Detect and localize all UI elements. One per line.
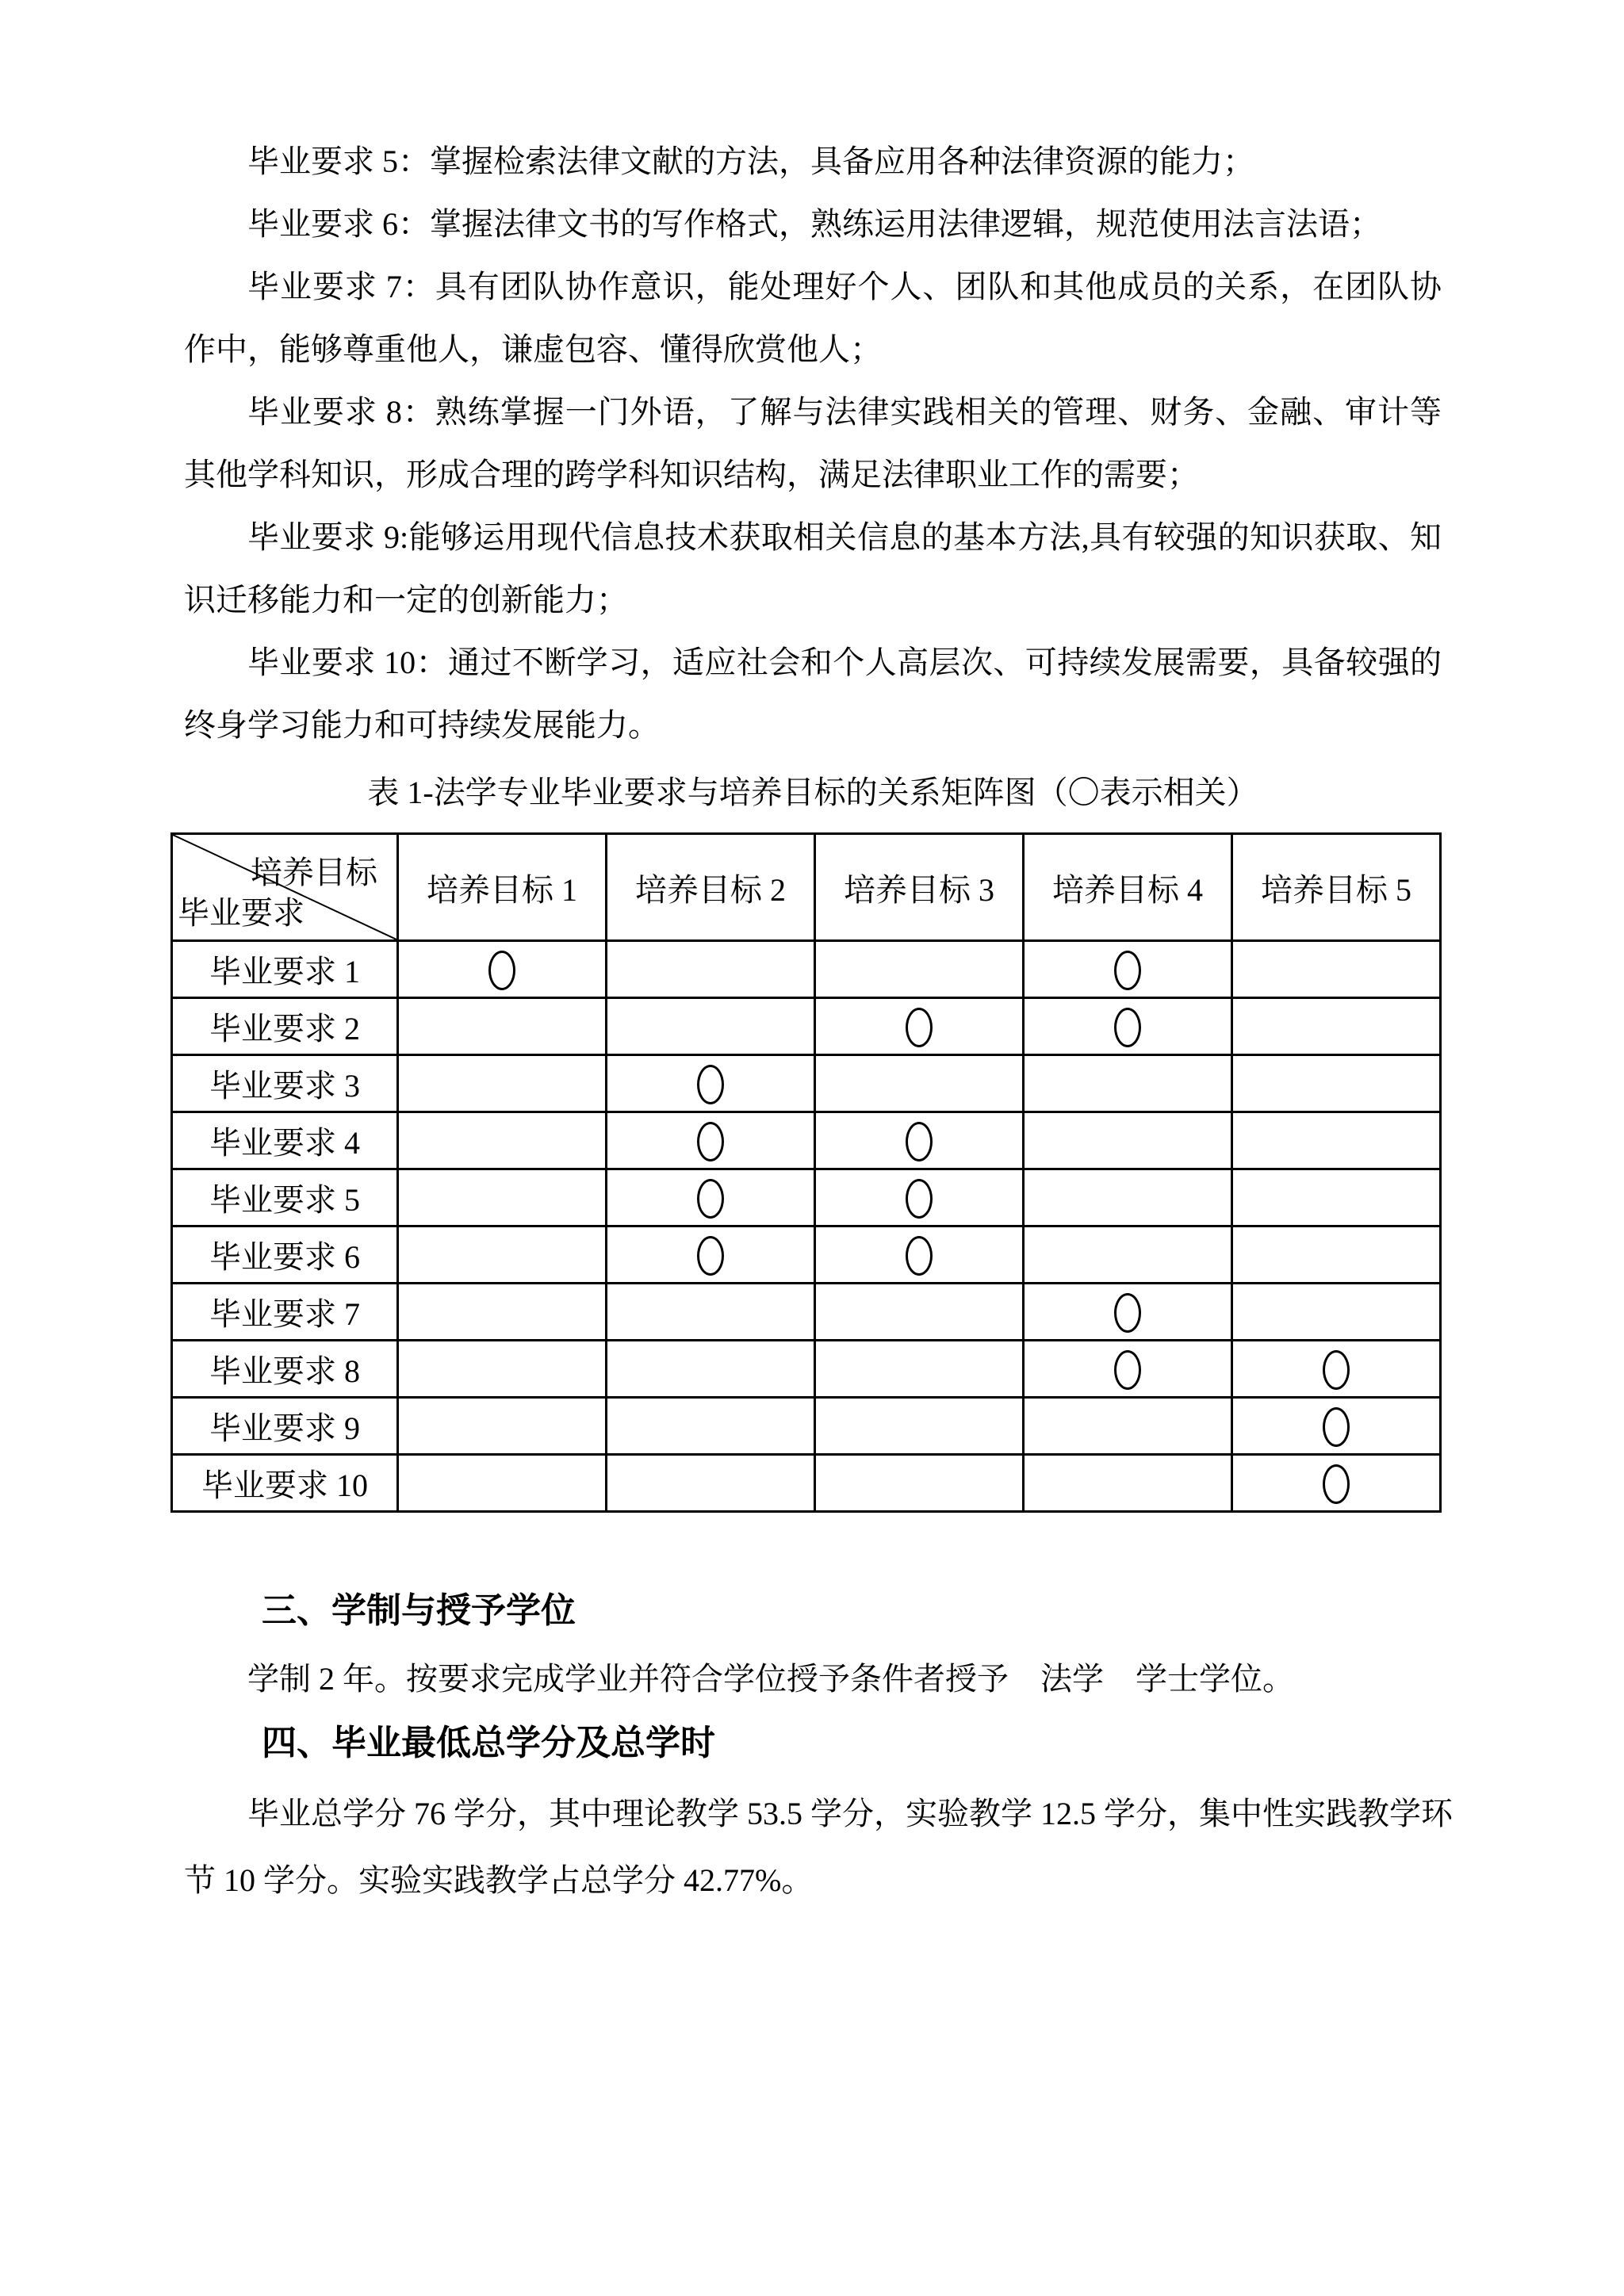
matrix-cell <box>398 1455 607 1512</box>
relation-mark <box>1114 1008 1141 1047</box>
matrix-cell <box>1024 1169 1232 1226</box>
relation-mark <box>1114 1293 1141 1333</box>
relation-mark <box>697 1179 724 1219</box>
matrix-cell <box>398 1169 607 1226</box>
matrix-cell <box>1024 1398 1232 1455</box>
table-row <box>172 1455 1441 1512</box>
section-4-body: 毕业总学分 76 学分，其中理论教学 53.5 学分，实验教学 12.5 学分，集中性实践教学环节 10 学分。实验实践教学占总学分 42.77%。 <box>184 1796 1453 1898</box>
relation-mark <box>1323 1350 1350 1390</box>
matrix-cell <box>1232 941 1441 998</box>
relation-mark <box>906 1179 933 1219</box>
matrix-cell <box>1232 998 1441 1055</box>
graduation-requirements-paragraphs <box>184 130 1442 756</box>
table-row <box>172 1112 1441 1169</box>
table-title: 表 1-法学专业毕业要求与培养目标的关系矩阵图（〇表示相关） <box>367 775 1258 810</box>
matrix-cell <box>607 1284 815 1341</box>
matrix-cell <box>607 1398 815 1455</box>
matrix-cell <box>1232 1055 1441 1112</box>
column-header-objective-4: 培养目标 4 <box>1024 834 1232 941</box>
relation-mark <box>906 1236 933 1276</box>
matrix-cell <box>398 1112 607 1169</box>
column-header-objective-1: 培养目标 1 <box>398 834 607 941</box>
paragraph-requirement-6: 毕业要求 6：掌握法律文书的写作格式，熟练运用法律逻辑，规范使用法言法语； <box>247 206 1381 242</box>
relation-mark <box>488 951 515 990</box>
matrix-cell <box>1232 1455 1441 1512</box>
relation-mark <box>1114 1350 1141 1390</box>
row-label: 毕业要求 2 <box>172 998 398 1055</box>
matrix-cell <box>1024 1455 1232 1512</box>
matrix-cell <box>815 1226 1024 1284</box>
section-3-body: 学制 2 年。按要求完成学业并符合学位授予条件者授予 法学 学士学位。 <box>247 1661 1294 1697</box>
table-row <box>172 1055 1441 1112</box>
matrix-cell <box>1232 1169 1441 1226</box>
matrix-cell <box>815 1169 1024 1226</box>
paragraph-requirement-8: 毕业要求 8：熟练掌握一门外语，了解与法律实践相关的管理、财务、金融、审计等其他学科知识，形成合理的跨学科知识结构，满足法律职业工作的需要； <box>184 394 1442 492</box>
matrix-cell <box>607 1169 815 1226</box>
corner-label-requirements: 毕业要求 <box>178 895 304 931</box>
matrix-cell <box>398 1341 607 1398</box>
matrix-cell <box>607 1226 815 1284</box>
column-header-objective-5: 培养目标 5 <box>1232 834 1441 941</box>
paragraph-requirement-10: 毕业要求 10：通过不断学习，适应社会和个人高层次、可持续发展需要，具备较强的终身学习能力和可持续发展能力。 <box>184 645 1442 743</box>
relation-mark <box>906 1122 933 1161</box>
matrix-cell <box>815 1284 1024 1341</box>
relation-mark <box>697 1236 724 1276</box>
matrix-cell <box>1232 1226 1441 1284</box>
row-label: 毕业要求 6 <box>172 1226 398 1284</box>
matrix-cell <box>1024 1284 1232 1341</box>
matrix-cell <box>398 1284 607 1341</box>
row-label: 毕业要求 7 <box>172 1284 398 1341</box>
matrix-cell <box>607 1112 815 1169</box>
matrix-cell <box>1024 941 1232 998</box>
matrix-cell <box>815 1341 1024 1398</box>
matrix-cell <box>1024 1112 1232 1169</box>
relation-mark <box>1323 1407 1350 1447</box>
table-row <box>172 1398 1441 1455</box>
matrix-cell <box>1232 1112 1441 1169</box>
row-label: 毕业要求 3 <box>172 1055 398 1112</box>
row-label: 毕业要求 10 <box>172 1455 398 1512</box>
paragraph-requirement-5: 毕业要求 5：掌握检索法律文献的方法，具备应用各种法律资源的能力； <box>247 144 1254 179</box>
corner-header-cell <box>172 834 398 941</box>
matrix-cell <box>607 1055 815 1112</box>
paragraph-requirement-7: 毕业要求 7：具有团队协作意识，能处理好个人、团队和其他成员的关系，在团队协作中，能够尊重他人，谦虚包容、懂得欣赏他人； <box>184 269 1442 367</box>
matrix-cell <box>607 1455 815 1512</box>
row-label: 毕业要求 4 <box>172 1112 398 1169</box>
row-label: 毕业要求 9 <box>172 1398 398 1455</box>
relation-mark <box>1114 951 1141 990</box>
table-row <box>172 1169 1441 1226</box>
matrix-cell <box>815 1455 1024 1512</box>
matrix-cell <box>815 941 1024 998</box>
matrix-cell <box>1024 998 1232 1055</box>
matrix-cell <box>607 998 815 1055</box>
matrix-cell <box>1024 1341 1232 1398</box>
matrix-cell <box>815 998 1024 1055</box>
relation-matrix-table <box>170 832 1442 1513</box>
matrix-cell <box>398 941 607 998</box>
row-label: 毕业要求 8 <box>172 1341 398 1398</box>
relation-mark <box>1323 1464 1350 1504</box>
matrix-cell <box>607 1341 815 1398</box>
table-row <box>172 941 1441 998</box>
table-row <box>172 1341 1441 1398</box>
section-4-heading: 四、毕业最低总学分及总学时 <box>262 1724 715 1762</box>
section-3-heading: 三、学制与授予学位 <box>262 1591 576 1630</box>
table-row <box>172 1226 1441 1284</box>
matrix-cell <box>1232 1284 1441 1341</box>
column-header-objective-2: 培养目标 2 <box>607 834 815 941</box>
table-row <box>172 1284 1441 1341</box>
corner-label-objectives: 培养目标 <box>251 855 377 890</box>
matrix-cell <box>1024 1226 1232 1284</box>
matrix-cell <box>1232 1341 1441 1398</box>
relation-mark <box>697 1065 724 1104</box>
matrix-cell <box>815 1055 1024 1112</box>
table-row <box>172 998 1441 1055</box>
matrix-cell <box>1232 1398 1441 1455</box>
row-label: 毕业要求 1 <box>172 941 398 998</box>
matrix-cell <box>398 1398 607 1455</box>
matrix-cell <box>607 941 815 998</box>
matrix-cell <box>815 1398 1024 1455</box>
matrix-cell <box>398 1226 607 1284</box>
matrix-cell <box>398 998 607 1055</box>
table-header-row <box>172 834 1441 941</box>
relation-mark <box>697 1122 724 1161</box>
matrix-cell <box>815 1112 1024 1169</box>
matrix-cell <box>1024 1055 1232 1112</box>
matrix-cell <box>398 1055 607 1112</box>
paragraph-requirement-9: 毕业要求 9:能够运用现代信息技术获取相关信息的基本方法,具有较强的知识获取、知识迁移能力和一定的创新能力； <box>184 519 1442 618</box>
relation-mark <box>906 1008 933 1047</box>
column-header-objective-3: 培养目标 3 <box>815 834 1024 941</box>
row-label: 毕业要求 5 <box>172 1169 398 1226</box>
